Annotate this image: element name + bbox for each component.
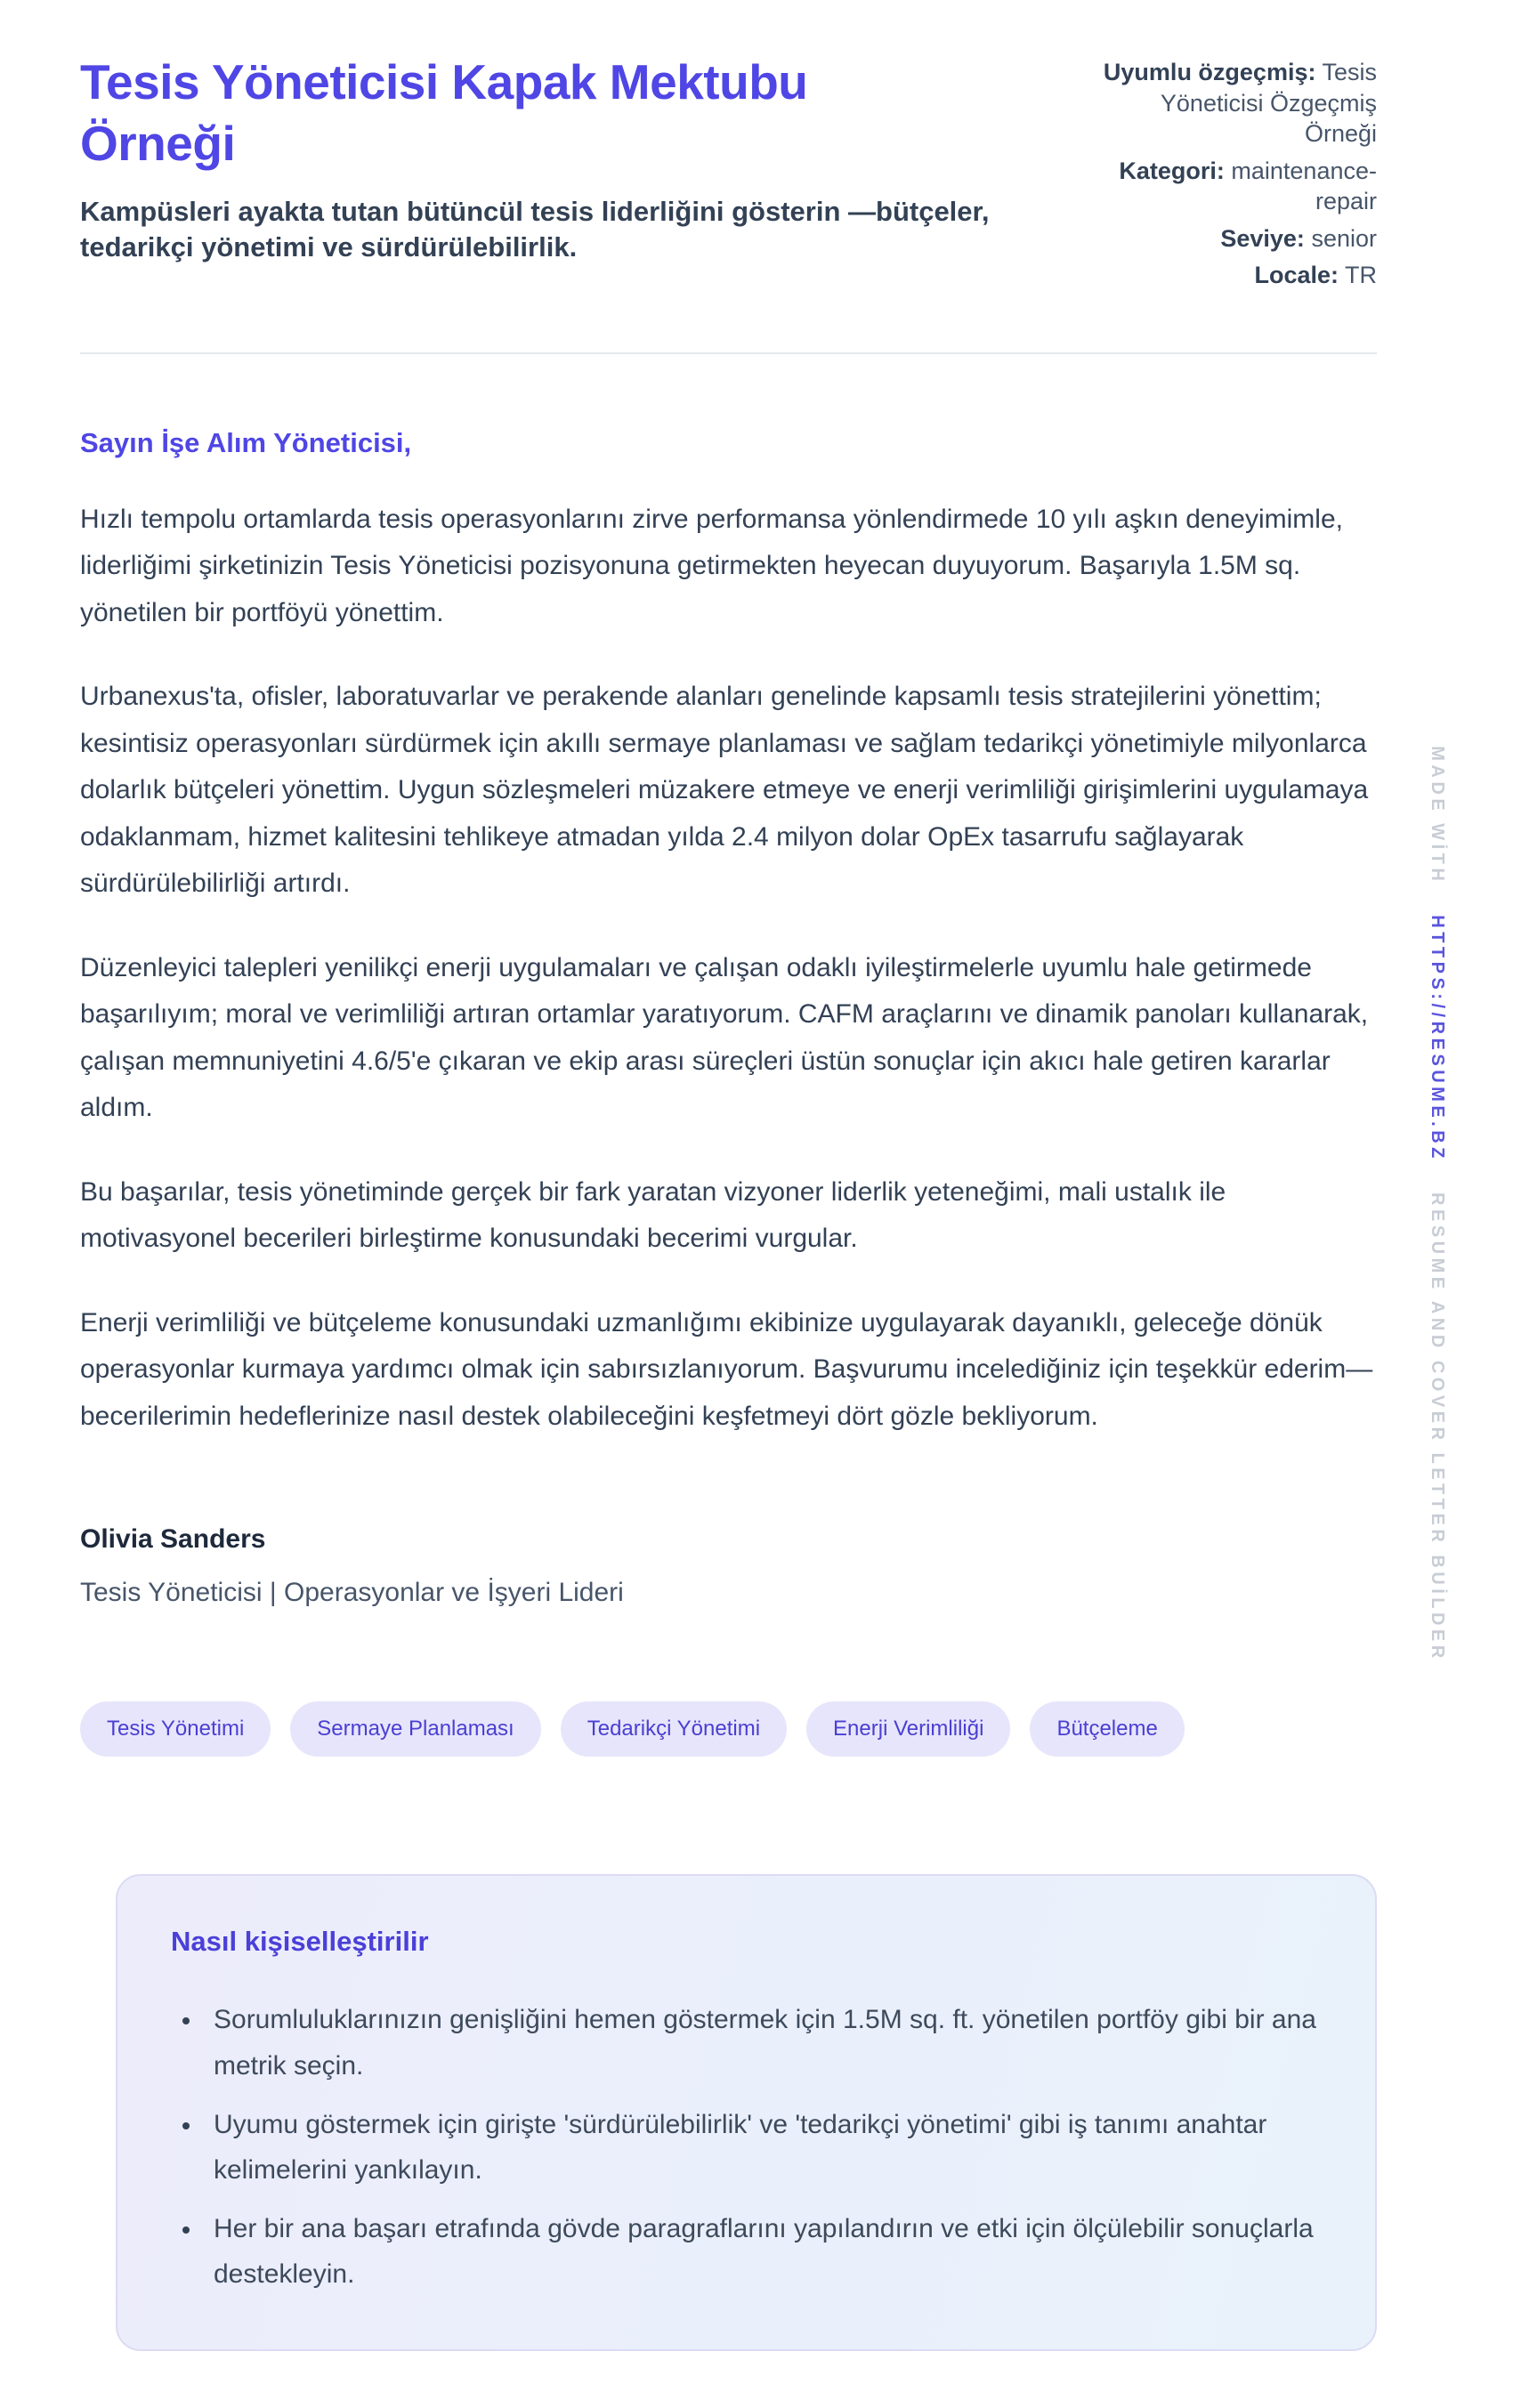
watermark-prefix: MADE WİTH (1428, 746, 1447, 894)
tips-title: Nasıl kişiselleştirilir (171, 1926, 429, 1958)
letter-paragraph: Düzenleyici talepleri yenilikçi enerji uygulamaları ve çalışan odaklı iyileştirmelerle uyumlu hale getirmede başarılıyım; moral ve verimliliği artıran ortamlar yaratıyorum. CAFM araçlarını ve dinamik panoları kullanarak, çalışan memnuniyetini 4.6/5'e çıkaran ve ekip arası süreçleri üstün sonuçlar için akıcı hale getiren kararlar aldım. (80, 952, 1369, 1123)
letter-paragraph: Urbanexus'ta, ofisler, laboratuvarlar ve perakende alanları genelinde kapsamlı tesis stratejilerini yönettim; kesintisiz operasyonları sürdürmek için akıllı sermaye planlaması ve sağlam tedarikçi yönetimiyle milyonlarca dolarlık bütçeleri yönettim. Uygun sözleşmeleri müzakere etmeye ve enerji verimliliği girişimlerini uygulamaya odaklanmam, hizmet kalitesini tehlikeye atmadan yılda 2.4 milyon dolar OpEx tasarrufu sağlayarak sürdürülebilirliği artırdı. (80, 682, 1369, 899)
meta-row (1092, 260, 1377, 291)
page-header (80, 52, 1377, 297)
meta-label: Uyumlu özgeçmiş: (1103, 59, 1316, 85)
letter-paragraph: Enerji verimliliği ve bütçeleme konusundaki uzmanlığımı ekibinize uygulayarak dayanıklı, geleceğe dönük operasyonlar kurmaya yardımcı olmak için sabırsızlanıyorum. Başvurumu incelediğiniz için teşekkür ederim—becerilerimin hedeflerinize nasıl destek olabileceğini keşfetmeyi dört gözle bekliyorum. (80, 1307, 1373, 1431)
tag-list (80, 1701, 1377, 1757)
meta-value: senior (1311, 224, 1377, 252)
letter-paragraph: Hızlı tempolu ortamlarda tesis operasyonlarını zirve performansa yönlendirmede 10 yılı aşkın deneyimimle, liderliğimi şirketinizin Tesis Yöneticisi pozisyonuna getirmekten heyecan duyuyorum. Başarıyla 1.5M sq. yönetilen bir portföyü yönettim. (80, 504, 1343, 627)
tips-card (116, 1874, 1377, 2351)
tag-pill[interactable]: Enerji Verimliliği (806, 1701, 1010, 1757)
meta-row (1092, 156, 1377, 217)
tip-item: • Sorumluluklarınızın genişliğini hemen göstermek için 1.5M sq. ft. yönetilen portföy gibi bir ana metrik seçin. (203, 1997, 1322, 2089)
tips-list (171, 1997, 1322, 2298)
meta-panel (1092, 57, 1377, 297)
page-title: Tesis Yöneticisi Kapak Mektubu Örneği (80, 54, 808, 171)
tag-pill[interactable]: Bütçeleme (1030, 1701, 1184, 1757)
tag-pill[interactable]: Tesis Yönetimi (80, 1701, 271, 1757)
meta-label: Kategori: (1119, 157, 1225, 184)
tip-item: • Her bir ana başarı etrafında gövde paragraflarını yapılandırın ve etki için ölçülebilir sonuçlarla destekleyin. (203, 2206, 1322, 2298)
meta-row (1092, 57, 1377, 149)
signature-name: Olivia Sanders (80, 1524, 266, 1555)
header-divider (80, 352, 1377, 354)
meta-row (1092, 223, 1377, 255)
letter-paragraph: Bu başarılar, tesis yönetiminde gerçek bir fark yaratan vizyoner liderlik yeteneğimi, mali ustalık ile motivasyonel becerileri birleştirme konusundaki becerimi vurgular. (80, 1176, 1226, 1254)
watermark-suffix: RESUME AND COVER LETTER BUİLDER (1428, 1192, 1447, 1662)
meta-label: Locale: (1254, 262, 1339, 289)
tag-pill[interactable]: Sermaye Planlaması (290, 1701, 540, 1757)
page-subtitle: Kampüsleri ayakta tutan bütüncül tesis liderliğini gösterin —bütçeler, tedarikçi yönetimi ve sürdürülebilirlik. (80, 195, 990, 263)
watermark-link[interactable]: HTTPS://RESUME.BZ (1428, 915, 1447, 1162)
meta-value: TR (1345, 262, 1377, 289)
meta-label: Seviye: (1220, 224, 1305, 252)
watermark (1427, 746, 1447, 1661)
tip-item: • Uyumu göstermek için girişte 'sürdürülebilirlik' ve 'tedarikçi yönetimi' gibi iş tanımı anahtar kelimelerini yankılayın. (203, 2102, 1322, 2194)
letter-greeting: Sayın İşe Alım Yöneticisi, (80, 426, 412, 458)
letter-body (80, 427, 1377, 1609)
tag-pill[interactable]: Tedarikçi Yönetimi (561, 1701, 787, 1757)
meta-value: maintenance-repair (1231, 157, 1377, 215)
meta-value: Tesis Yöneticisi Özgeçmiş Örneği (1160, 59, 1377, 148)
title-block (80, 52, 1037, 265)
signature-role: Tesis Yöneticisi | Operasyonlar ve İşyeri Lideri (80, 1578, 624, 1608)
signature-block (80, 1524, 1377, 1608)
